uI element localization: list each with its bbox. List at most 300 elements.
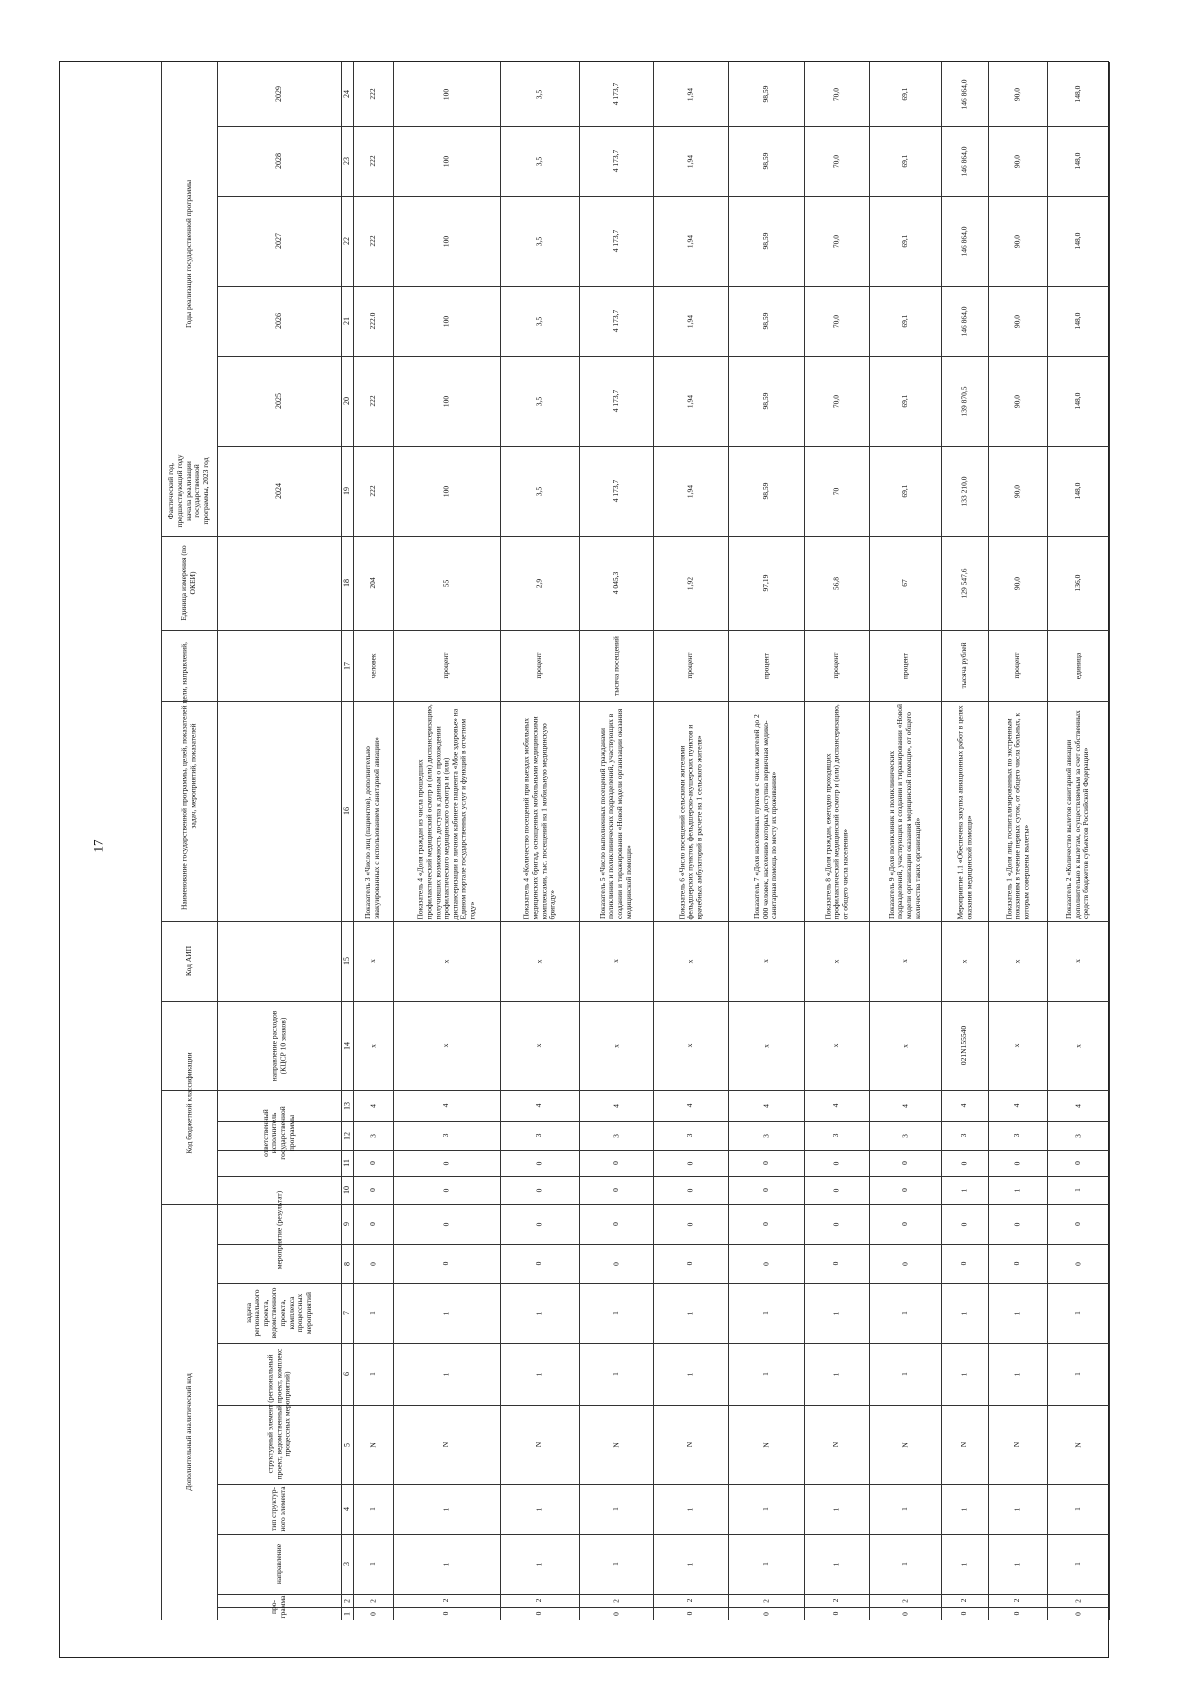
table-cell: 0 [610, 1188, 620, 1192]
table-cell: 1 [1072, 1311, 1082, 1315]
table-cell-value: 98,59 [760, 392, 770, 410]
table-cell: 4 [831, 1103, 841, 1108]
table-cell: x [367, 1043, 377, 1048]
program-table [59, 61, 1109, 1658]
grid-line [217, 1405, 1109, 1406]
table-cell-value: 100 [441, 395, 451, 407]
table-cell-value: 4 173,7 [610, 229, 620, 253]
table-cell-value: 222 [367, 88, 377, 100]
table-cell-value: 70,0 [831, 314, 841, 328]
table-cell: x [831, 959, 841, 963]
table-cell: 0 [367, 1261, 377, 1266]
grid-line [161, 536, 217, 537]
header-napravlenie: направление [273, 1543, 283, 1585]
table-cell: 0 [610, 1161, 620, 1165]
table-cell-value: 98,59 [760, 152, 770, 170]
table-cell: 1 [441, 1372, 451, 1376]
table-cell: 1 [959, 1372, 969, 1376]
table-cell: 1 [831, 1311, 841, 1315]
table-cell-value: 98,59 [760, 312, 770, 330]
table-cell: x [760, 959, 770, 963]
column-number: 18 [342, 579, 352, 587]
table-cell: x [685, 1043, 695, 1048]
table-cell: x [831, 1043, 841, 1048]
table-cell: x [1012, 959, 1022, 963]
table-cell: 1 [534, 1507, 544, 1511]
table-cell-name: Показатель 4 «Количество посещений при выездах мобильных медицинских бригад, оснащенных мобильными медицинскими комплексами, тыс. посещений на 1 мобильную медицинскую бригаду» [521, 715, 557, 919]
table-cell: 0 [1072, 1161, 1082, 1165]
page-number: 17 [90, 839, 106, 853]
table-cell: x [610, 959, 620, 963]
table-cell: 0 [534, 1261, 544, 1266]
column-number: 1 [342, 1611, 352, 1616]
grid-line [217, 126, 1109, 127]
table-cell-value: 1,94 [685, 484, 695, 498]
column-number: 11 [342, 1159, 352, 1167]
table-cell: 3 [760, 1133, 770, 1138]
table-cell-value: 148,0 [1072, 152, 1082, 170]
table-cell: 0 [1072, 1222, 1082, 1226]
table-cell: 3 [685, 1133, 695, 1138]
column-number: 7 [342, 1311, 352, 1315]
header-naimenovanie: Наименование государственной программы, целей, показателей цели, направлений, задач, мероприятий, показателей [179, 641, 197, 910]
table-cell-value: 90,0 [1012, 314, 1022, 328]
table-cell-value: 1,94 [685, 314, 695, 328]
table-cell: 4 [1072, 1103, 1082, 1108]
column-number: 14 [342, 1041, 352, 1050]
grid-line [217, 1121, 1109, 1122]
table-cell: N [685, 1441, 695, 1448]
table-cell: 0 [441, 1222, 451, 1226]
table-cell: 2 [610, 1598, 620, 1603]
table-cell: N [760, 1441, 770, 1448]
header-dop-code: Дополнительный аналитический код [183, 1373, 193, 1491]
table-cell-unit: процент [831, 652, 841, 679]
table-cell-value: 100 [441, 485, 451, 497]
table-cell: N [831, 1441, 841, 1448]
table-cell: 1 [1012, 1372, 1022, 1376]
table-cell-value: 1,94 [685, 87, 695, 101]
table-cell: 1 [685, 1311, 695, 1315]
header-kod-aip: Код АИП [183, 945, 193, 977]
table-cell: 4 [1012, 1103, 1022, 1108]
table-cell-value: 3,5 [534, 316, 544, 326]
header-year-2025: 2025 [274, 393, 284, 409]
table-cell-unit: тысяча рублей [959, 642, 969, 689]
grid-line [217, 1607, 1109, 1608]
table-cell: 3 [1012, 1133, 1022, 1138]
table-cell: 3 [534, 1133, 544, 1138]
table-cell-value: 146 864,0 [959, 226, 969, 256]
grid-line [217, 1150, 1109, 1151]
table-cell: 0 [367, 1188, 377, 1192]
table-cell: 2 [685, 1598, 695, 1603]
table-cell-name: Показатель 4 «Доля граждан из числа прошедших профилактический медицинский осмотр и (или) диспансеризацию, получивших возможность доступа к данным о прохождении профилактического медицинского осмотра и (или) диспансеризации в личном кабинете пациента «Мое здоровье» на Едином портале государственных услуг и функций в отчетном году» [415, 703, 477, 919]
table-cell-value: 222.0 [367, 312, 377, 330]
table-cell-value: 70 [831, 487, 841, 495]
header-unit: Единица измерения (по ОКЕИ) [179, 545, 197, 621]
table-cell: 0 [831, 1611, 841, 1616]
grid-line [161, 1204, 217, 1205]
table-cell-value: 100 [441, 155, 451, 167]
table-cell-value: 3,5 [534, 156, 544, 166]
table-cell: 0 [1072, 1261, 1082, 1266]
table-cell: 1 [685, 1372, 695, 1376]
table-cell-fact: 67 [899, 579, 909, 587]
header-budget-code: Код бюджетной классификации [183, 1051, 193, 1154]
table-cell-fact: 55 [441, 579, 451, 587]
table-cell: 1 [1072, 1507, 1082, 1511]
grid-line [217, 1176, 1109, 1177]
table-cell: N [534, 1441, 544, 1448]
table-cell-value: 70,0 [831, 394, 841, 408]
table-cell: 0 [610, 1611, 620, 1616]
column-number: 15 [342, 957, 352, 965]
table-cell: 3 [441, 1133, 451, 1138]
table-cell: 0 [685, 1188, 695, 1192]
header-year-2024: 2024 [274, 483, 284, 499]
table-cell: 0 [1072, 1611, 1082, 1616]
table-cell: 0 [534, 1222, 544, 1226]
table-cell-value: 148,0 [1072, 392, 1082, 410]
column-number: 21 [342, 317, 352, 325]
column-number: 22 [342, 237, 352, 245]
grid-line [217, 921, 1109, 922]
column-number: 13 [342, 1101, 352, 1110]
table-cell: 1 [534, 1311, 544, 1315]
header-years-title: Годы реализации государственной программы [183, 180, 193, 328]
table-cell-value: 148,0 [1072, 312, 1082, 330]
table-cell: 1 [1072, 1188, 1082, 1192]
table-cell: 3 [367, 1133, 377, 1138]
table-cell-fact: 90,0 [1012, 576, 1022, 590]
table-cell-value: 69,1 [899, 484, 909, 498]
table-cell-value: 98,59 [760, 482, 770, 500]
table-cell: 2 [1012, 1598, 1022, 1603]
table-cell-name: Показатель 9 «Доля поликлиник и поликлинических подразделений, участвующих в создании и тиражировании «Новой модели организации оказания медицинской помощи», от общего количества таких организаций» [886, 704, 922, 919]
table-cell-fact: 204 [367, 577, 377, 589]
grid-line [217, 536, 1109, 537]
table-cell: 1 [1012, 1311, 1022, 1315]
table-cell-unit: человек [367, 652, 377, 679]
grid-line [217, 630, 1109, 631]
table-cell: 1 [959, 1311, 969, 1315]
table-cell: N [899, 1441, 909, 1448]
table-cell-value: 1,94 [685, 234, 695, 248]
table-cell: 0 [441, 1188, 451, 1192]
table-cell: 0 [1012, 1611, 1022, 1616]
table-cell: x [367, 959, 377, 963]
table-cell: 1 [367, 1562, 377, 1566]
column-number: 12 [342, 1131, 352, 1140]
table-cell-value: 148,0 [1072, 482, 1082, 500]
table-cell: 3 [1072, 1133, 1082, 1138]
grid-line [217, 1343, 1109, 1344]
column-number: 6 [342, 1372, 352, 1376]
table-cell: N [441, 1441, 451, 1448]
table-cell: 1 [1072, 1372, 1082, 1376]
table-cell-value: 69,1 [899, 154, 909, 168]
table-cell-value: 222 [367, 395, 377, 407]
table-cell: x [441, 1043, 451, 1048]
table-cell-value: 148,0 [1072, 85, 1082, 103]
table-cell: 0 [685, 1161, 695, 1165]
grid-line [217, 1090, 1109, 1091]
table-cell-name: Показатель 5 «Число выполненных посещений гражданами поликлиник и поликлинических подразделений, участвующих в создании и тиражировании «Новой модели организации оказания медицинской помощи» [597, 708, 633, 919]
column-number: 20 [342, 397, 352, 405]
table-cell: 0 [534, 1161, 544, 1165]
table-cell-unit: процент [534, 652, 544, 679]
grid-line [217, 1001, 1109, 1002]
grid-line [217, 1534, 1109, 1535]
table-cell-value: 70,0 [831, 234, 841, 248]
grid-line [217, 701, 1109, 702]
table-cell: 4 [760, 1103, 770, 1108]
table-cell: 1 [367, 1372, 377, 1376]
table-cell-value: 90,0 [1012, 234, 1022, 248]
table-cell: 1 [760, 1372, 770, 1376]
table-cell: 0 [899, 1188, 909, 1192]
table-cell: 0 [831, 1188, 841, 1192]
table-cell-value: 3,5 [534, 486, 544, 496]
table-cell: x [534, 1043, 544, 1048]
table-cell-value: 139 870,5 [959, 386, 969, 416]
table-cell-value: 4 173,7 [610, 479, 620, 503]
table-cell: 0 [959, 1161, 969, 1165]
table-cell-fact: 4 045,3 [610, 571, 620, 595]
column-number: 19 [342, 487, 352, 495]
table-cell: 0 [534, 1611, 544, 1616]
table-cell: 1 [831, 1507, 841, 1511]
table-cell: 4 [899, 1103, 909, 1108]
column-number: 23 [342, 157, 352, 165]
table-cell: 1 [534, 1372, 544, 1376]
header-fact: Фактический год, предшествующий году начала реализации государственной программы, 2023 год [166, 454, 210, 528]
table-cell: 1 [959, 1562, 969, 1566]
table-cell: 1 [441, 1311, 451, 1315]
table-cell-value: 222 [367, 155, 377, 167]
table-cell: 0 [831, 1261, 841, 1266]
table-cell-name: Показатель 1 «Доля лиц, госпитализированных по экстренным показаниям в течение первых суток, от общего числа больных, к которым совершены вылеты» [1003, 712, 1030, 919]
table-cell: 1 [610, 1507, 620, 1511]
table-cell-name: Показатель 7 «Доля населенных пунктов с числом жителей до 2 000 человек, населению которых доступна первичная медико-санитарная помощь по месту их проживания» [752, 714, 779, 919]
table-cell-unit: процент [685, 652, 695, 679]
table-cell: 1 [685, 1562, 695, 1566]
table-cell-value: 98,59 [760, 232, 770, 250]
table-cell: 4 [610, 1103, 620, 1108]
table-cell: 0 [1012, 1222, 1022, 1226]
column-number: 9 [342, 1222, 352, 1226]
table-cell: 0 [441, 1161, 451, 1165]
table-cell: N [1012, 1441, 1022, 1448]
table-cell-name: Показатель 3 «Число лиц (пациентов), дополнительно эвакуированных с использованием санитарной авиации» [363, 737, 381, 919]
table-cell: 1 [1012, 1507, 1022, 1511]
table-cell: 0 [899, 1161, 909, 1165]
table-cell: 0 [959, 1261, 969, 1266]
table-cell-fact: 2,9 [534, 578, 544, 588]
table-cell: 1 [899, 1507, 909, 1511]
header-struct: структурный элемент (региональный проект, ведомственный проект, комплекс процессных мероприятий) [265, 1348, 292, 1479]
table-cell: 0 [760, 1261, 770, 1266]
table-cell-fact: 97,19 [760, 574, 770, 592]
table-cell: 3 [959, 1133, 969, 1138]
table-cell-value: 100 [441, 88, 451, 100]
grid-line [217, 286, 1109, 287]
header-zadacha: задача регионального проекта, ведомственного проекта, комплекса процессных мероприятий [243, 1287, 313, 1339]
column-number: 16 [342, 807, 352, 815]
table-cell: x [1012, 1043, 1022, 1048]
header-year-2029: 2029 [274, 86, 284, 102]
table-cell: N [367, 1441, 377, 1448]
table-cell-value: 4 173,7 [610, 82, 620, 106]
header-otvetstvenny: ответственный исполнитель государственной программы [260, 1106, 296, 1160]
grid-line [217, 196, 1109, 197]
table-cell: 2 [760, 1598, 770, 1603]
table-cell-value: 1,94 [685, 154, 695, 168]
table-cell: 2 [1072, 1598, 1082, 1603]
table-cell: 1 [1072, 1562, 1082, 1566]
table-cell-name: Мероприятие 1.1 «Обеспечена закупка авиационных работ в целях оказания медицинской помощи» [954, 705, 973, 919]
table-cell: 1 [610, 1372, 620, 1376]
table-cell: 2 [831, 1598, 841, 1603]
table-cell: 1 [899, 1562, 909, 1566]
table-cell: N [1072, 1441, 1082, 1448]
table-cell: 2 [441, 1598, 451, 1603]
table-cell: 0 [831, 1161, 841, 1165]
table-cell: 3 [831, 1133, 841, 1138]
table-cell: x [534, 959, 544, 963]
table-cell: 0 [831, 1222, 841, 1226]
table-cell: 2 [899, 1598, 909, 1603]
table-cell: 4 [441, 1103, 451, 1108]
grid-line [217, 1283, 1109, 1284]
grid-line [161, 921, 217, 922]
table-cell: 021N155540 [959, 1025, 969, 1066]
table-cell-value: 69,1 [899, 314, 909, 328]
table-cell-fact: 129 547,6 [959, 568, 969, 598]
table-cell: 4 [367, 1103, 377, 1108]
table-cell: 1 [610, 1311, 620, 1315]
table-cell-value: 70,0 [831, 154, 841, 168]
table-cell: 1 [367, 1311, 377, 1315]
column-number: 24 [342, 90, 352, 98]
table-cell: 3 [899, 1133, 909, 1138]
table-cell: 0 [1012, 1161, 1022, 1165]
table-cell: 0 [610, 1261, 620, 1266]
table-cell: 3 [610, 1133, 620, 1138]
table-cell: 0 [441, 1611, 451, 1616]
header-year-2027: 2027 [274, 233, 284, 249]
table-cell: 1 [959, 1507, 969, 1511]
table-cell-value: 100 [441, 235, 451, 247]
table-cell: 0 [760, 1222, 770, 1226]
table-cell: 0 [685, 1222, 695, 1226]
table-cell: 0 [760, 1188, 770, 1192]
table-cell: x [1072, 959, 1082, 963]
table-cell: 0 [441, 1261, 451, 1266]
table-cell-fact: 136,0 [1072, 574, 1082, 592]
grid-line [217, 356, 1109, 357]
table-cell: 0 [610, 1222, 620, 1226]
table-cell: 0 [367, 1611, 377, 1616]
table-cell-value: 3,5 [534, 396, 544, 406]
table-cell: x [610, 1043, 620, 1048]
table-cell: 0 [534, 1188, 544, 1192]
table-cell: x [760, 1043, 770, 1048]
table-cell-fact: 1,92 [685, 576, 695, 590]
table-cell: 1 [899, 1311, 909, 1315]
table-cell: 0 [899, 1261, 909, 1266]
column-number: 10 [342, 1186, 352, 1194]
grid-line [161, 630, 217, 631]
table-cell-value: 90,0 [1012, 394, 1022, 408]
table-cell: 1 [534, 1562, 544, 1566]
table-cell-value: 69,1 [899, 394, 909, 408]
column-number: 4 [342, 1507, 352, 1511]
table-cell: N [959, 1441, 969, 1448]
header-year-2028: 2028 [274, 153, 284, 169]
table-cell: N [610, 1441, 620, 1448]
table-cell: 0 [899, 1222, 909, 1226]
table-cell-value: 148,0 [1072, 232, 1082, 250]
table-cell: 1 [441, 1507, 451, 1511]
table-cell-unit: процент [441, 652, 451, 679]
grid-line [217, 1204, 1109, 1205]
grid-line [217, 1484, 1109, 1485]
table-cell-unit: процент [1012, 652, 1022, 679]
table-cell-value: 1,94 [685, 394, 695, 408]
column-number: 17 [342, 661, 352, 670]
table-cell-fact: 56,8 [831, 576, 841, 590]
column-number: 5 [342, 1442, 352, 1447]
table-cell: 1 [610, 1562, 620, 1566]
table-cell: x [959, 959, 969, 963]
table-cell: 1 [760, 1507, 770, 1511]
table-cell: 4 [534, 1103, 544, 1108]
table-cell: 0 [685, 1261, 695, 1266]
table-cell-value: 70,0 [831, 87, 841, 101]
table-cell: 0 [760, 1611, 770, 1616]
table-cell: 1 [1012, 1188, 1022, 1192]
grid-line [161, 1001, 217, 1002]
table-cell-value: 146 864,0 [959, 146, 969, 176]
table-cell: x [441, 959, 451, 963]
table-cell: 1 [367, 1507, 377, 1511]
table-cell-value: 4 173,7 [610, 389, 620, 413]
table-cell-unit: процент [899, 652, 909, 679]
header-meropriyatie: мероприятие (результат) [273, 1190, 283, 1269]
table-cell: 0 [367, 1161, 377, 1165]
grid-line [1109, 62, 1110, 1620]
table-cell-value: 146 864,0 [959, 79, 969, 109]
grid-line [217, 1594, 1109, 1595]
header-programma: про-грамма [269, 1595, 287, 1619]
table-cell: 1 [1012, 1562, 1022, 1566]
table-cell: 1 [685, 1507, 695, 1511]
table-cell-value: 222 [367, 485, 377, 497]
table-cell: 4 [959, 1103, 969, 1108]
table-cell-value: 222 [367, 235, 377, 247]
table-cell: 2 [534, 1598, 544, 1603]
table-cell: x [899, 1043, 909, 1048]
table-cell: 0 [760, 1161, 770, 1165]
table-cell-value: 90,0 [1012, 154, 1022, 168]
column-number: 2 [342, 1598, 352, 1603]
table-cell: 2 [959, 1598, 969, 1603]
table-cell: 0 [959, 1611, 969, 1616]
table-cell: 4 [685, 1103, 695, 1108]
column-number: 8 [342, 1261, 352, 1266]
